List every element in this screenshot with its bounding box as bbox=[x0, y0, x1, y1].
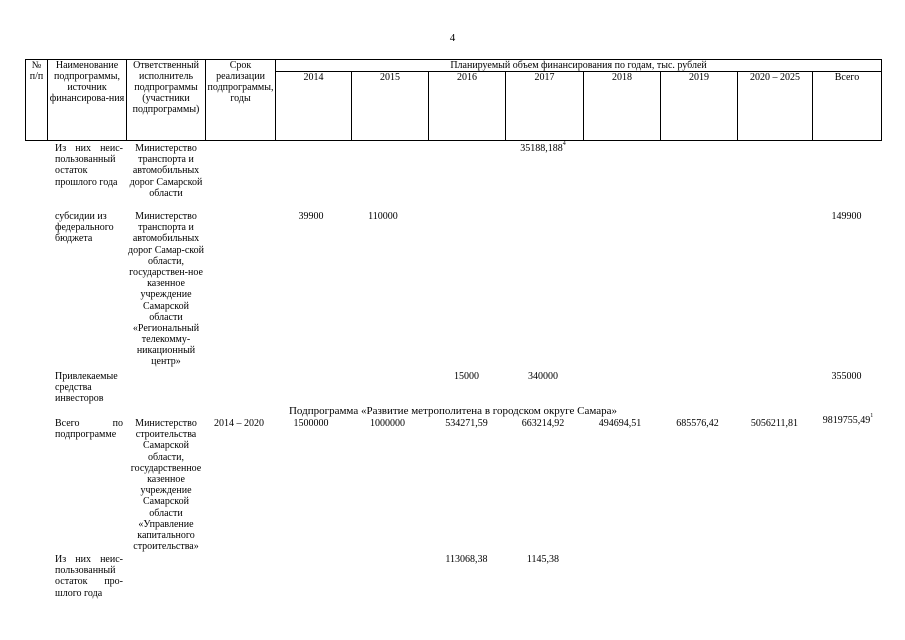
row-4-total: 9819755,49$^1$ bbox=[822, 413, 874, 426]
row-1-name: Из них неис- пользованный остаток прошлого года bbox=[55, 143, 123, 188]
header-total: Всего bbox=[813, 72, 882, 141]
header-year: 2014 bbox=[276, 72, 352, 141]
page-number: 4 bbox=[449, 32, 456, 44]
header-col-term: Срок реализации подпрограммы, годы bbox=[206, 60, 276, 141]
header-year: 2020 – 2025 bbox=[738, 72, 813, 141]
row-4-value-2020-2025: 5056211,81 bbox=[750, 418, 799, 429]
header-col-executor: Ответственный исполнитель подпрограммы (участники подпрограммы) bbox=[127, 60, 206, 141]
row-2-name: субсидии из федерального бюджета bbox=[55, 211, 114, 245]
row-2-total: 149900 bbox=[831, 211, 862, 222]
row-4-value-2019: 685576,42 bbox=[676, 418, 719, 429]
header-year: 2016 bbox=[429, 72, 506, 141]
row-3-total: 355000 bbox=[831, 371, 862, 382]
row-4-value-2014: 1500000 bbox=[293, 418, 329, 429]
row-4-value-2015: 1000000 bbox=[370, 418, 405, 429]
row-3-value-2017: 340000 bbox=[528, 371, 558, 382]
row-3-value-2016: 15000 bbox=[454, 371, 479, 382]
header-year: 2017 bbox=[506, 72, 584, 141]
row-5-value-2016: 113068,38 bbox=[445, 554, 488, 565]
row-4-value-2016: 534271,59 bbox=[445, 418, 488, 429]
header-year: 2018 bbox=[584, 72, 661, 141]
header-col-name: Наименование подпрограммы, источник финансирова-ния bbox=[48, 60, 127, 141]
row-5-name: Из них неис- пользованный остаток про- шлого года bbox=[55, 554, 123, 599]
header-col-financing: Планируемый объем финансирования по годам, тыс. рублей bbox=[276, 60, 882, 72]
row-4-name: Всего по подпрограмме bbox=[55, 418, 123, 441]
header-year: 2015 bbox=[352, 72, 429, 141]
row-4-executor: Министерство строительства Самарской области, государственное казенное учреждение Самарской области «Управление капитального строительства» bbox=[130, 418, 202, 553]
row-2-value-2015: 110000 bbox=[368, 211, 398, 222]
row-3-name: Привлекаемые средства инвесторов bbox=[55, 371, 118, 405]
row-1-executor: Министерство транспорта и автомобильных дорог Самарской области bbox=[129, 143, 203, 199]
row-5-value-2017: 1145,38 bbox=[526, 554, 560, 565]
header-col-number: № п/п bbox=[26, 60, 48, 141]
section-title: Подпрограмма «Развитие метрополитена в городском округе Самара» bbox=[288, 405, 618, 417]
row-2-value-2014: 39900 bbox=[298, 211, 324, 222]
row-4-value-2018: 494694,51 bbox=[598, 418, 642, 429]
row-4-value-2017: 663214,92 bbox=[521, 418, 565, 429]
row-4-term: 2014 – 2020 bbox=[214, 418, 264, 429]
table-header bbox=[25, 59, 882, 141]
row-1-value-2017: 35188,188$^4$ bbox=[520, 141, 566, 154]
header-year: 2019 bbox=[661, 72, 738, 141]
row-2-executor: Министерство транспорта и автомобильных дорог Самар-ской области, государствен-ное казенное учреждение Самарской области «Региональный телекомму-никационный центр» bbox=[128, 211, 204, 368]
